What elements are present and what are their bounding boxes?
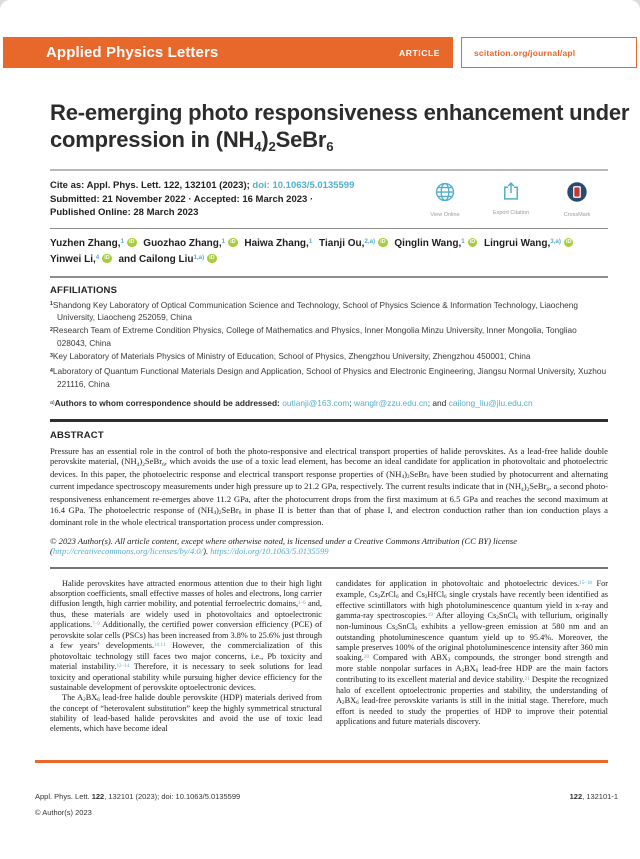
author: Yuzhen Zhang,$^1$ iD bbox=[50, 238, 135, 249]
body-columns bbox=[50, 579, 608, 734]
divider bbox=[50, 228, 608, 230]
author: Yinwei Li,$^4$ iD bbox=[50, 254, 110, 265]
orcid-icon[interactable]: iD bbox=[228, 238, 238, 248]
export-icon bbox=[501, 181, 521, 206]
body-paragraph: candidates for application in photovoltaic and photoelectric devices.$^{15-18}$ For example, $Cs_2ZrCl_6$ and $Cs_2HfCl_6$ single crystals have recently been identified as effective scintillators with high photoluminescence quantum yield in x-ray and gamma-ray spectroscopies.$^{19}$ After alloying $Cs_2SnCl_6$ with tellurium, originally non-luminous $Cs_2SnCl_6$ exhibits a yellow-green emission at 580 nm and an outstanding photoluminescence quantum yield up to 95.4%. Moreover, the sample preserves 100% of the original photoluminescence intensity after 360 min soaking.$^{20}$ Compared with $ABX_3$ compounds, the stronger bond strength and more stable nonpolar surfaces in $A_2BX_6$ lead-free HDP are the main factors contributing to its excellent material and device stability.$^{21}$ Despite the recognized halo of excellent optoelectronic properties and stability, the understanding of $A_2BX_6$ lead-free perovskite variants is still in the initial stage. Therefore, much effort is needed to study the properties of HDP to improve their potential applications and future materials discovery. bbox=[336, 579, 608, 726]
license-link[interactable]: http://creativecommons.org/licenses/by/4.0/ bbox=[52, 546, 204, 557]
orcid-icon[interactable]: iD bbox=[468, 238, 478, 248]
crossmark-icon bbox=[566, 181, 588, 208]
footer-page-number: 122, 132101-1 bbox=[569, 792, 618, 801]
email-link[interactable]: cailong_liu@jlu.edu.cn bbox=[448, 398, 533, 409]
page-footer bbox=[35, 792, 618, 817]
globe-icon bbox=[434, 181, 456, 208]
action-label: CrossMark bbox=[563, 212, 591, 218]
author: Qinglin Wang,$^1$ iD bbox=[394, 238, 476, 249]
author: and Cailong Liu$^{1,a)}$ iD bbox=[118, 254, 215, 265]
orcid-icon[interactable]: iD bbox=[102, 254, 112, 264]
abstract-text: Pressure has an essential role in the control of both the photo-responsive and electrical transport properties of halide perovskites. As a lead-free halide double perovskite material, $(NH_4)_2SeBr_6$, which avoids the use of a toxic lead element, has become an ideal candidate for application in photovoltaic and photoelectric devices. In this paper, the photoelectric response and electrical transport response properties of $(NH_4)_2SeBr_6$ have been studied by photocurrent and alternating current impedance spectroscopy measurements under high pressure up to 21.2 GPa, respectively. The current results indicate that in $(NH_4)_2SeBr_6$, a second photo-responsiveness enhancement re-emerges above 11.2 GPa, after the photocurrent drops from the first maximum at 6.5 GPa and reaches the second maximum at 16.4 GPa. The photoelectric response of $(NH_4)_2SeBr_6$ in phase II is better than that of phase I, and electron conduction rather than ion conduction plays a dominant role in the whole electrical transportation process under compression. bbox=[50, 445, 609, 528]
divider bbox=[50, 276, 608, 278]
article-type-label: ARTICLE bbox=[398, 47, 440, 58]
published-line: Published Online: 28 March 2023 bbox=[50, 207, 199, 218]
license-note: © 2023 Author(s). All article content, except where otherwise noted, is licensed under a Creative Commons Attribution (CC BY) license (http://creativecommons.org/licenses/by/4.0/). https://doi.org/10.1063/5.0135599 bbox=[50, 535, 518, 557]
correspondence-note: $^{a)}$Authors to whom correspondence should be addressed: outianji@163.com; wanglr@zzu.edu.cn; and cailong_liu@jlu.edu.cn bbox=[50, 398, 533, 409]
doi-link[interactable]: doi: 10.1063/5.0135599 bbox=[252, 180, 355, 191]
author: Tianji Ou,$^{2,a)}$ iD bbox=[319, 238, 386, 249]
divider bbox=[50, 169, 608, 171]
orcid-icon[interactable]: iD bbox=[378, 238, 388, 248]
journal-name: Applied Physics Letters bbox=[46, 44, 219, 61]
citation-block bbox=[50, 179, 608, 220]
journal-site-box bbox=[461, 37, 637, 68]
affiliation-item: $^3$Key Laboratory of Materials Physics of Ministry of Education, School of Physics, Zhengzhou University, Zhengzhou 450001, China bbox=[50, 350, 531, 361]
footer-rule bbox=[35, 760, 608, 763]
orcid-icon[interactable]: iD bbox=[564, 238, 574, 248]
body-paragraph: Halide perovskites have attracted enormous attention due to their high light absorption coefficients, small effective masses of holes and electrons, long carrier diffusion length, high carrier mobility, and potential ferroelectric domains,$^{1-6}$ and, thus, these materials are widely used in photovoltaics and optoelectronic applications.$^{7-9}$ Additionally, the certified power conversion efficiency (PCE) of perovskite solar cells (PSCs) has been increased from 3.8% to 25.6% just through a few years’ developments.$^{10,11}$ However, the commercialization of this photovoltaic technology still faces two major concerns, i.e., Pb toxicity and material instability.$^{12-14}$ Therefore, it is necessary to seek solutions for lead toxicity and operational stability while pursuing higher device efficiency for the sustainable development of perovskite optoelectronic devices. bbox=[50, 579, 322, 692]
crossmark-button[interactable] bbox=[554, 181, 600, 218]
orcid-icon[interactable]: iD bbox=[207, 254, 217, 264]
body-paragraph: The $A_2BX_6$ lead-free halide double perovskite (HDP) materials derived from the concept of “heterovalent substitution” keep the highly symmetrical structural stability of lead-based halide perovskites and avoid the use of toxic lead elements, which have become ideal bbox=[50, 693, 322, 733]
page-title: Re-emerging photo responsiveness enhancement under compression in $(NH_4)_2SeBr_6$ bbox=[50, 100, 630, 154]
author-list bbox=[50, 236, 608, 268]
view-online-button[interactable] bbox=[422, 181, 468, 218]
action-label: View Online bbox=[430, 212, 460, 218]
submitted-line: Submitted: 21 November 2022 · Accepted: 16 March 2023 · bbox=[50, 193, 314, 205]
journal-brand-bar bbox=[3, 37, 453, 68]
affiliations-heading: AFFILIATIONS bbox=[50, 284, 118, 296]
citation-actions bbox=[422, 179, 600, 218]
affiliation-item: $^1$Shandong Key Laboratory of Optical Communication Science and Technology, School of Physics Science & Information Technology, Liaocheng University, Liaocheng 252059, China bbox=[50, 299, 579, 323]
author: Haiwa Zhang,$^1$ bbox=[244, 238, 313, 249]
abstract-heading: ABSTRACT bbox=[50, 429, 104, 441]
body-column-left bbox=[50, 579, 322, 734]
email-link[interactable]: outianji@163.com bbox=[282, 398, 350, 409]
action-label: Export Citation bbox=[492, 210, 530, 216]
affiliation-item: $^2$Research Team of Extreme Condition Physics, College of Mathematics and Physics, Inner Mongolia Minzu University, Inner Mongolia, Tongliao 028043, China bbox=[50, 325, 577, 348]
footer-citation: Appl. Phys. Lett. 122, 132101 (2023); doi: 10.1063/5.0135599 © Author(s) 2023 bbox=[35, 792, 241, 817]
volume-number: 122 bbox=[163, 180, 180, 191]
affiliation-item: $^4$Laboratory of Quantum Functional Materials Design and Application, School of Physics and Electronic Engineering, Jiangsu Normal University, Xuzhou 221116, China bbox=[50, 365, 607, 389]
body-column-right bbox=[336, 579, 608, 734]
cite-as-line: Cite as: Appl. Phys. Lett. 122, 132101 (2023); doi: 10.1063/5.0135599 bbox=[50, 180, 355, 191]
email-link[interactable]: wanglr@zzu.edu.cn bbox=[354, 398, 428, 409]
doi-url-link[interactable]: https://doi.org/10.1063/5.0135599 bbox=[210, 546, 329, 557]
export-citation-button[interactable] bbox=[488, 181, 534, 218]
divider bbox=[50, 567, 608, 569]
affiliation-list bbox=[50, 300, 608, 390]
orcid-icon[interactable]: iD bbox=[127, 238, 137, 248]
footer-copyright: © Author(s) 2023 bbox=[35, 808, 92, 817]
journal-site-link[interactable]: scitation.org/journal/apl bbox=[474, 47, 576, 58]
author: Guozhao Zhang,$^1$ iD bbox=[143, 238, 236, 249]
author: Lingrui Wang,$^{3,a)}$ iD bbox=[483, 238, 572, 249]
citation-lines bbox=[50, 179, 354, 220]
divider bbox=[50, 419, 608, 422]
